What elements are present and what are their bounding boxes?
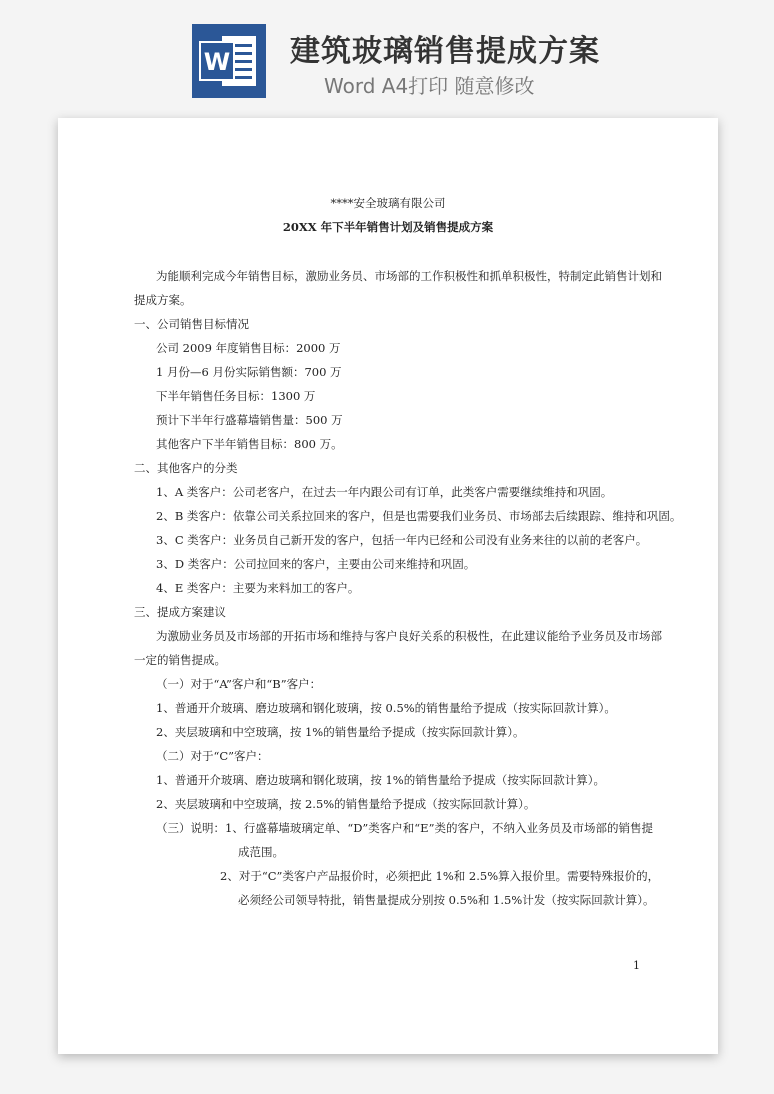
word-document-icon bbox=[192, 24, 266, 98]
word-logo-letter: W bbox=[203, 48, 231, 76]
section-heading: 二、其他客户的分类 bbox=[134, 461, 238, 475]
document-title: 20XX 年下半年销售计划及销售提成方案 bbox=[282, 220, 494, 234]
body-line: 下半年销售任务目标：1300 万 bbox=[156, 389, 316, 403]
company-name: ****安全玻璃有限公司 bbox=[330, 196, 446, 210]
body-line: 2、夹层玻璃和中空玻璃，按 2.5%的销售量给予提成（按实际回款计算）。 bbox=[156, 797, 536, 811]
body-line: （三）说明：1、行盛幕墙玻璃定单、“D”类客户和“E”类的客户，不纳入业务员及市场部的销售提 bbox=[156, 821, 653, 835]
body-line: 2、对于“C”类客户产品报价时，必须把此 1%和 2.5%算入报价里。需要特殊报价的， bbox=[220, 869, 660, 883]
body-line: 为能顺利完成今年销售目标，激励业务员、市场部的工作积极性和抓单积极性，特制定此销售计划和 bbox=[156, 269, 662, 283]
body-line: 1、普通开介玻璃、磨边玻璃和钢化玻璃，按 0.5%的销售量给予提成（按实际回款计算）。 bbox=[156, 701, 616, 715]
header-subtitle: Word A4打印 随意修改 bbox=[324, 74, 535, 98]
body-line: 为激励业务员及市场部的开拓市场和维持与客户良好关系的积极性，在此建议能给予业务员及市场部 bbox=[156, 629, 662, 643]
body-line: （一）对于“A”客户和“B”客户： bbox=[156, 677, 322, 691]
body-line: 预计下半年行盛幕墙销售量：500 万 bbox=[156, 413, 343, 427]
body-line: 2、B 类客户：依靠公司关系拉回来的客户，但是也需要我们业务员、市场部去后续跟踪、维持和巩固。 bbox=[156, 509, 682, 523]
body-line: 必须经公司领导特批，销售量提成分别按 0.5%和 1.5%计发（按实际回款计算）。 bbox=[238, 893, 655, 907]
body-line: 3、C 类客户：业务员自己新开发的客户，包括一年内已经和公司没有业务来往的以前的老客户。 bbox=[156, 533, 648, 547]
header-title: 建筑玻璃销售提成方案 bbox=[290, 34, 600, 69]
header bbox=[0, 0, 774, 115]
body-line: 1 月份—6 月份实际销售额：700 万 bbox=[156, 365, 342, 379]
body-line: 一定的销售提成。 bbox=[134, 653, 226, 667]
body-line: 成范围。 bbox=[238, 845, 284, 859]
section-heading: 一、公司销售目标情况 bbox=[134, 317, 249, 331]
body-line: 2、夹层玻璃和中空玻璃，按 1%的销售量给予提成（按实际回款计算）。 bbox=[156, 725, 525, 739]
body-line: （二）对于“C”客户： bbox=[156, 749, 269, 763]
body-line: 提成方案。 bbox=[134, 293, 192, 307]
page-number: 1 bbox=[633, 959, 640, 972]
document-page bbox=[58, 118, 718, 1054]
body-line: 3、D 类客户：公司拉回来的客户，主要由公司来维持和巩固。 bbox=[156, 557, 476, 571]
body-line: 1、A 类客户：公司老客户，在过去一年内跟公司有订单，此类客户需要继续维持和巩固。 bbox=[156, 485, 613, 499]
body-line: 其他客户下半年销售目标：800 万。 bbox=[156, 437, 343, 451]
body-line: 1、普通开介玻璃、磨边玻璃和钢化玻璃，按 1%的销售量给予提成（按实际回款计算）。 bbox=[156, 773, 605, 787]
body-line: 公司 2009 年度销售目标：2000 万 bbox=[156, 341, 341, 355]
body-line: 4、E 类客户：主要为来料加工的客户。 bbox=[156, 581, 360, 595]
section-heading: 三、提成方案建议 bbox=[134, 605, 226, 619]
